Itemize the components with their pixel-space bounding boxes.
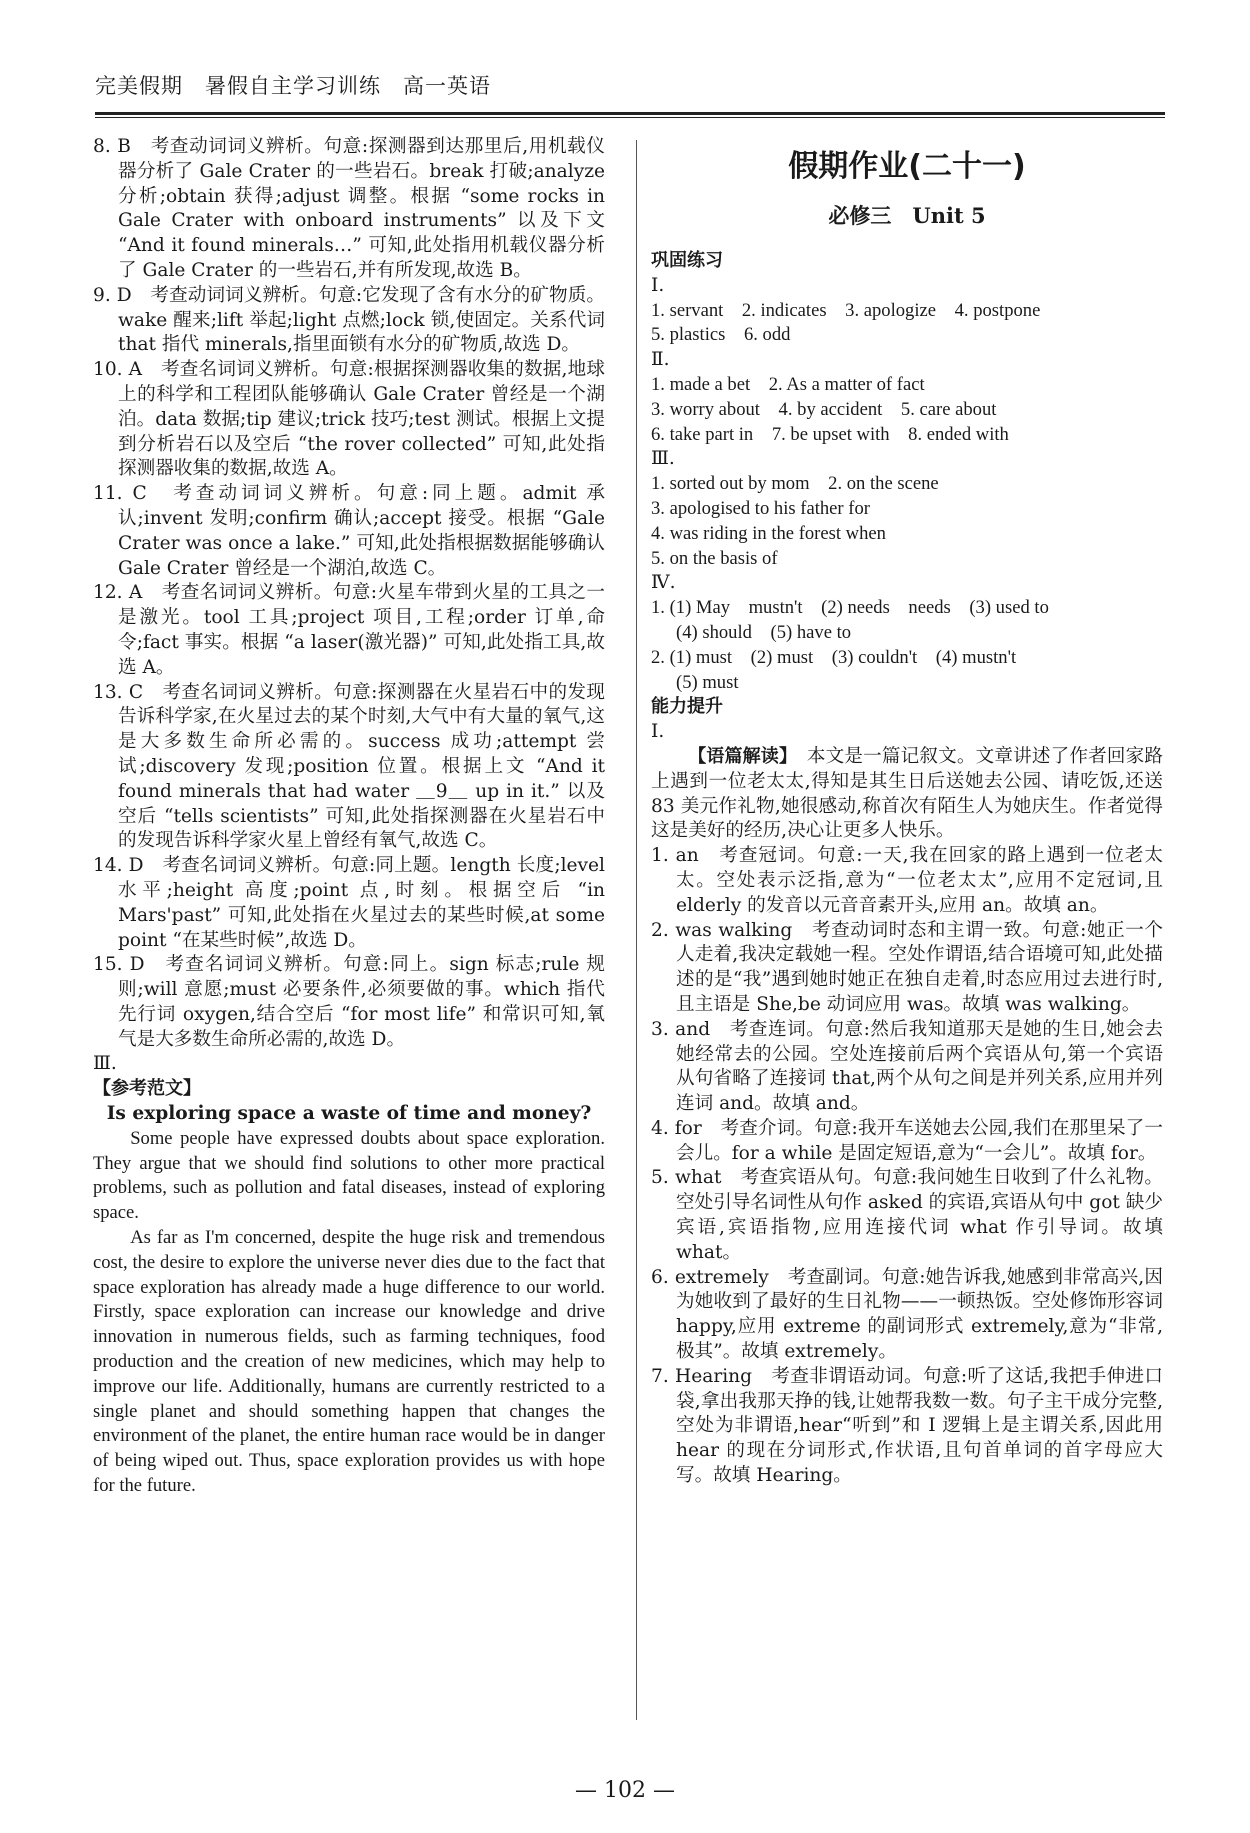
answer-item-14 [93,854,605,953]
answer-item-4 [651,1117,1163,1167]
answer-key: 14. D [93,855,144,877]
answer-explanation: 考查名词词义辨析。句意:探测器在火星岩石中的发现告诉科学家,在火星过去的某个时刻,大气中有大量的氧气,这是大多数生命所必需的。success 成功;attempt 尝试;discovery 发现;position 位置。根据上文 “And it found minerals that had water ＿9＿ up in it.” 以及空后 “tells scientists” 可知,此处指探测器在火星岩石中的发现告诉科学家火星上曾经有氧气,故选 C。 [118,681,605,852]
answer-key: 5. what [651,1167,722,1189]
right-column [651,135,1163,1489]
answer-item-9 [93,284,605,358]
answer-explanation: 考查非谓语动词。句意:听了这话,我把手伸进口袋,拿出我那天挣的钱,让她帮我数一数。句子主干成分完整,空处为非谓语,hear“听到”和 I 逻辑上是主谓关系,因此用 hear 的现在分词形式,作状语,且句首单词的首字母应大写。故填 Hearing。 [676,1365,1163,1487]
answer-item-1 [651,844,1163,918]
answer-item-13 [93,681,605,855]
answer-explanation: 考查连词。句意:然后我知道那天是她的生日,她会去她经常去的公园。空处连接前后两个宾语从句,第一个宾语从句省略了连接词 that,两个从句之间是并列关系,应用并列连词 and。故填 and。 [676,1018,1163,1115]
section-label: Ⅳ. [651,572,676,594]
answer-line: 4. was riding in the forest when [651,522,886,544]
answer-key: 15. D [93,954,145,976]
column-divider [636,140,637,1720]
assignment-title: 假期作业(二十一) [788,149,1026,184]
essay-paragraph: Some people have expressed doubts about space exploration. They argue that we should find solutions to other more practical problems, such as pollution and fatal diseases, instead of exploring space. [93,1127,605,1224]
answer-line: 1. sorted out by mom 2. on the scene [651,473,939,495]
answer-explanation: 考查动词词义辨析。句意:探测器到达那里后,用机载仪器分析了 Gale Crater 的一些岩石。break 打破;analyze 分析;obtain 获得;adjust 调整。根据 “some rocks in Gale Crater with onboard instruments” 以及下文 “And it found minerals…” 可知,此处指用机载仪器分析了 Gale Crater 的一些岩石,并有所发现,故选 B。 [118,136,605,281]
answer-item-3 [651,1018,1163,1117]
answer-key: 8. B [93,136,131,157]
answer-item-10 [93,358,605,482]
unit-subtitle: 必修三 Unit 5 [828,203,986,228]
answer-explanation: 考查名词词义辨析。句意:同上。sign 标志;rule 规则;will 意愿;must 必要条件,必须要做的事。which 指代先行词 oxygen,结合空后 “for most life” 和常识可知,氧气是大多数生命所必需的,故选 D。 [118,954,605,1050]
answer-key: 9. D [93,284,132,306]
answer-explanation: 考查名词词义辨析。句意:同上题。length 长度;level 水平;height 高度;point 点,时刻。根据空后 “in Mars'past” 可知,此处指在火星过去的某些时候,at some point “在某些时候”,故选 D。 [118,855,605,951]
answer-key: 4. for [651,1117,702,1139]
answer-key: 2. was walking [651,919,793,941]
section-label: Ⅲ. [93,1053,117,1075]
answer-explanation: 考查冠词。句意:一天,我在回家的路上遇到一位老太太。空处表示泛指,意为“一位老太太”,应用不定冠词,且 elderly 的发音以元音音素开头,应用 an。故填 an。 [676,845,1163,916]
answer-line: (5) must [676,671,739,693]
answer-explanation: 考查介词。句意:我开车送她去公园,我们在那里呆了一会儿。for a while 是固定短语,意为“一会儿”。故填 for。 [676,1117,1163,1164]
essay-paragraph: As far as I'm concerned, despite the huge risk and tremendous cost, the desire to explore the universe never dies due to the fact that space exploration has already made a huge difference to our world. Firstly, space exploration can increase our knowledge and drive innovation in numerous fields, such as farming techniques, food production and the creation of new medicines, which may help to improve our life. Additionally, humans are currently restricted to a single planet and should something happen that changes the environment of the planet, the entire human race would be in danger of being wiped out. Thus, space exploration provides us with hope for the future. [93,1227,605,1497]
answer-key: 12. A [93,582,143,604]
reading-label: 【语篇解读】 [688,745,789,767]
consolidation-heading: 巩固练习 [651,250,723,271]
answer-explanation: 考查宾语从句。句意:我问她生日收到了什么礼物。空处引导名词性从句作 asked 的宾语,宾语从句中 got 缺少宾语,宾语指物,应用连接代词 what 作引导词。故填 what。 [676,1167,1163,1263]
answer-key: 1. an [651,845,699,867]
answer-line: 5. plastics 6. odd [651,324,791,346]
page-header: 完美假期 暑假自主学习训练 高一英语 [95,74,491,98]
reading-text: 本文是一篇记叙文。文章讲述了作者回家路上遇到一位老太太,得知是其生日后送她去公园、请吃饭,还送 83 美元作礼物,她很感动,称首次有陌生人为她庆生。作者觉得这是美好的经历,决心让更多人快乐。 [651,745,1163,842]
answer-key: 3. and [651,1018,711,1040]
answer-key: 11. C [93,483,147,505]
answer-item-15 [93,953,605,1052]
model-essay-label: 【参考范文】 [93,1078,201,1100]
page-number: — 102 — [575,1778,675,1803]
answer-explanation: 考查名词词义辨析。句意:火星车带到火星的工具之一是激光。tool 工具;project 项目,工程;order 订单,命令;fact 事实。根据 “a laser(激光器)” 可知,此处指工具,故选 A。 [118,582,605,678]
header-rule [95,112,1165,115]
answer-line: 3. worry about 4. by accident 5. care about [651,398,997,420]
answer-item-8 [93,135,605,284]
section-label: Ⅰ. [651,721,665,743]
answer-item-12 [93,581,605,680]
reading-summary [651,745,1163,844]
answer-line: 6. take part in 7. be upset with 8. ended with [651,423,1009,445]
answer-item-6 [651,1266,1163,1365]
answer-explanation: 考查名词词义辨析。句意:根据探测器收集的数据,地球上的科学和工程团队能够确认 Gale Crater 曾经是一个湖泊。data 数据;tip 建议;trick 技巧;test 测试。根据上文提到分析岩石以及空后 “the rover collected” 可知,此处指探测器收集的数据,故选 A。 [118,359,605,480]
answer-line: 5. on the basis of [651,547,778,569]
answer-item-2 [651,919,1163,1018]
header-rule-thin [95,117,1165,118]
answer-line: 3. apologised to his father for [651,497,870,519]
answer-line: 2. (1) must (2) must (3) couldn't (4) mustn't [651,646,1017,668]
essay-title: Is exploring space a waste of time and money? [106,1103,592,1125]
section-label: Ⅱ. [651,349,670,371]
answer-explanation: 考查动词词义辨析。句意:同上题。admit 承认;invent 发明;confirm 确认;accept 接受。根据 “Gale Crater was once a lake.” 可知,此处指根据数据能够确认 Gale Crater 曾经是一个湖泊,故选 C。 [118,483,605,579]
answer-line: (4) should (5) have to [676,621,852,643]
answer-line: 1. (1) May mustn't (2) needs needs (3) used to [651,597,1049,619]
answer-item-7 [651,1365,1163,1489]
answer-key: 7. Hearing [651,1365,753,1387]
answer-explanation: 考查副词。句意:她告诉我,她感到非常高兴,因为她收到了最好的生日礼物——一顿热饭。空处修饰形容词 happy,应用 extreme 的副词形式 extremely,意为“非常,极其”。故填 extremely。 [676,1266,1163,1363]
answer-explanation: 考查动词时态和主谓一致。句意:她正一个人走着,我决定载她一程。空处作谓语,结合语境可知,此处描述的是“我”遇到她时她正在独自走着,时态应用过去进行时,且主语是 She,be 动词应用 was。故填 was walking。 [676,919,1163,1015]
left-column [93,135,605,1499]
answer-line: 1. servant 2. indicates 3. apologize 4. postpone [651,299,1041,321]
answer-key: 10. A [93,359,143,381]
answer-item-11 [93,482,605,581]
section-label: Ⅰ. [651,274,665,296]
section-label: Ⅲ. [651,448,675,470]
answer-key: 13. C [93,681,144,703]
answer-line: 1. made a bet 2. As a matter of fact [651,373,925,395]
answer-item-5 [651,1166,1163,1265]
ability-heading: 能力提升 [651,696,723,718]
answer-key: 6. extremely [651,1266,769,1288]
answer-explanation: 考查动词词义辨析。句意:它发现了含有水分的矿物质。wake 醒来;lift 举起;light 点燃;lock 锁,使固定。关系代词 that 指代 minerals,指里面锁有水分的矿物质,故选 D。 [118,284,605,356]
